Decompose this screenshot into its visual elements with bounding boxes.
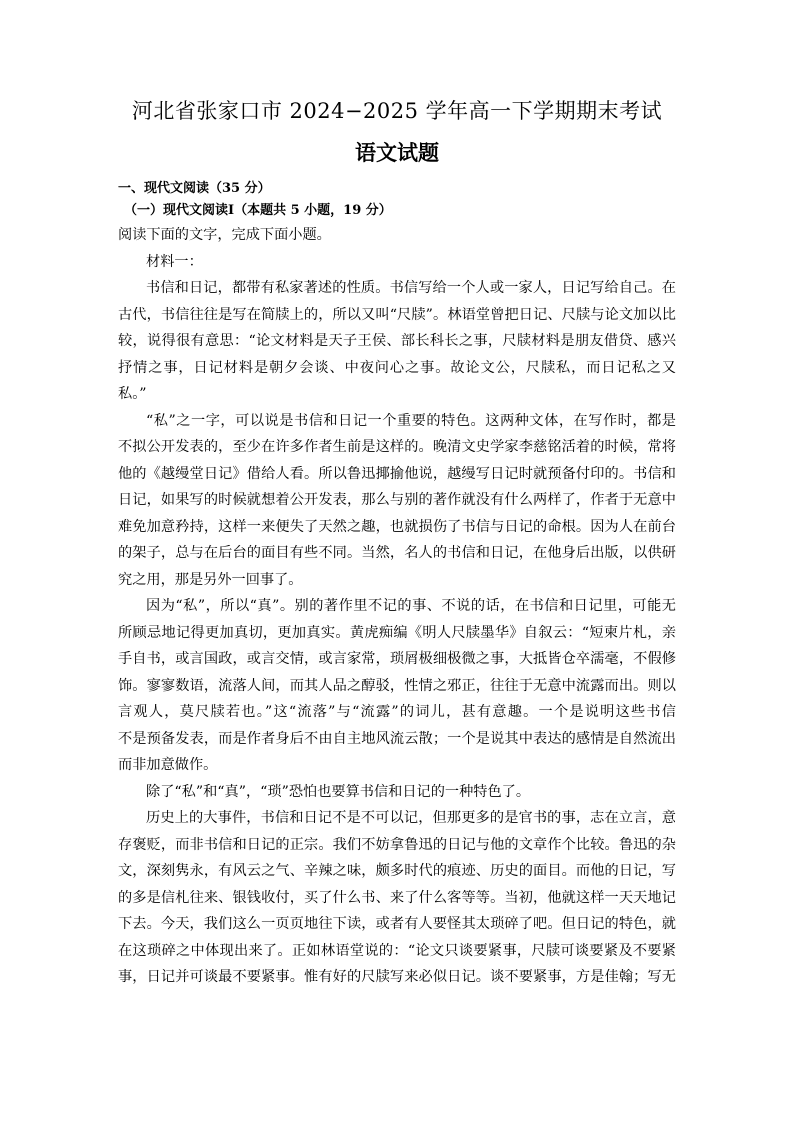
text-line: 在这琐碎之中体现出来了。正如林语堂说的：“论文只谈要紧事，尺牍可谈要紧及不要紧 [118,942,676,959]
text-line: 除了“私”和“真”，“琐”恐怕也要算书信和日记的一种特色了。 [146,783,531,800]
text-line: 而非加意做作。 [118,757,218,773]
text-line: 所顾忌地记得更加真切，更加真实。黄虎痴编《明人尺牍墨华》自叙云：“短柬片札，亲 [118,624,676,641]
text-line: 言观人，莫尺牍若也。”这“流落”与“流露”的词儿，甚有意趣。一个是说明这些书信 [118,704,676,720]
text-line: 他的《越缦堂日记》借给人看。所以鲁迅揶揄他说，越缦写日记时就预备付印的。书信和 [118,465,676,482]
material-label: 材料一： [146,253,203,270]
text-line: 的多是信札往来、银钱收付，买了什么书、来了什么客等等。当初，他就这样一天天地记 [118,889,676,906]
text-line: 事，日记并可谈最不要紧事。惟有好的尺牍写来必似日记。谈不要紧事，方是佳翰；写无 [118,969,676,985]
text-line: “私”之一字，可以说是书信和日记一个重要的特色。这两种文体，在写作时，都是 [146,412,676,429]
text-line: 古代，书信往往是写在简牍上的，所以又叫“尺牍”。林语堂曾把日记、尺牍与论文加以比 [118,306,676,323]
text-line: 私。” [118,386,147,402]
text-line: 较，说得很有意思：“论文材料是天子王侯、部长科长之事，尺牍材料是朋友借贷、感兴 [118,333,676,349]
text-line: 不拟公开发表的，至少在许多作者生前是这样的。晚清文史学家李慈铭活着的时候，常将 [118,439,676,455]
text-line: 的架子，总与在后台的面目有些不同。当然，名人的书信和日记，在他身后出版，以供研 [118,545,676,561]
exam-title: 河北省张家口市 2024−2025 学年高一下学期期末考试 [131,99,663,123]
subsection-heading: （一）现代文阅读Ⅰ（本题共 5 小题，19 分） [124,203,392,218]
text-line: 文，深刻隽永，有风云之气、辛辣之味，颇多时代的痕迹、历史的面目。而他的日记，写 [118,863,676,879]
text-line: 抒情之事，日记材料是朝夕会谈、中夜问心之事。故论文公，尺牍私，而日记私之又 [118,359,676,376]
text-line: 不是预备发表，而是作者身后不由自主地风流云散；一个是说其中表达的感情是自然流出 [118,730,676,747]
exam-page [118,96,676,991]
text-line: 历史上的大事件，书信和日记不是不可以记，但那更多的是官书的事，志在立言，意 [146,810,676,826]
exam-subtitle: 语文试题 [355,140,439,165]
text-line: 因为“私”，所以“真”。别的著作里不记的事、不说的话，在书信和日记里，可能无 [146,598,676,614]
instruction-text: 阅读下面的文字，完成下面小题。 [118,227,331,243]
text-line: 日记，如果写的时候就想着公开发表，那么与别的著作就没有什么两样了，作者于无意中 [118,492,676,508]
text-line: 书信和日记，都带有私家著述的性质。书信写给一个人或一家人，日记写给自己。在 [146,280,676,296]
text-line: 难免加意矜持，这样一来便失了天然之趣，也就损伤了书信与日记的命根。因为人在前台 [118,518,676,535]
text-line: 手自书，或言国政，或言交情，或言家常，琐屑极细极微之事，大抵皆仓卒濡毫，不假修 [118,651,676,667]
text-line: 究之用，那是另外一回事了。 [118,571,303,588]
text-line: 存褒贬，而非书信和日记的正宗。我们不妨拿鲁迅的日记与他的文章作个比较。鲁迅的杂 [118,836,676,853]
section-heading: 一、现代文阅读（35 分） [118,181,271,196]
text-line: 饰。寥寥数语，流落人间，而其人品之醇驳，性情之邪正，往往于无意中流露而出。则以 [118,677,676,694]
text-line: 下去。今天，我们这么一页页地往下读，或者有人要怪其太琐碎了吧。但日记的特色，就 [118,916,676,932]
